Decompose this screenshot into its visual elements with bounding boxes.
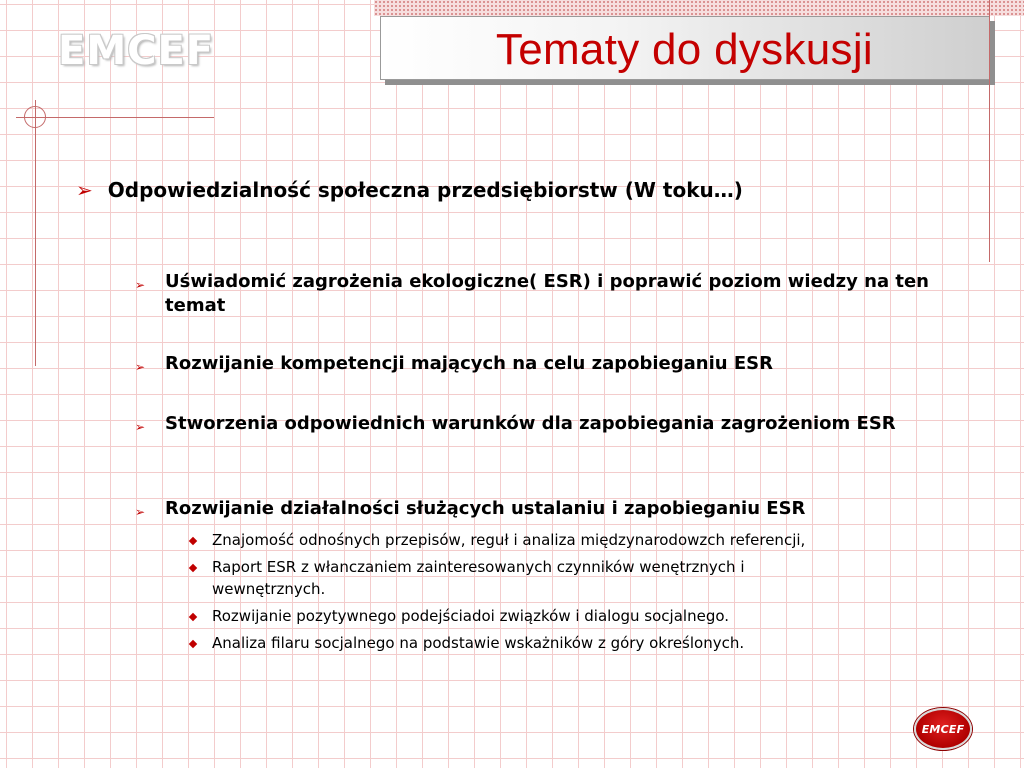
emcef-watermark-logo: EMCEF (58, 28, 215, 74)
title-banner (380, 16, 990, 80)
diamond-bullet-icon (189, 640, 197, 648)
sub-item-text: Uświadomić zagrożenia ekologiczne( ESR) i poprawić poziom wiedzy na ten temat (165, 271, 929, 316)
diamond-bullet-icon (189, 564, 197, 572)
sub-item (135, 270, 965, 318)
slide-title: Tematy do dyskusji (495, 25, 873, 74)
main-bullet (76, 176, 743, 204)
sub-item-text: Stworzenia odpowiednich warunków dla zapobiegania zagrożeniom ESR (165, 413, 896, 434)
decorative-vertical-line (35, 100, 36, 366)
arrow-bullet-icon: ➢ (76, 178, 93, 202)
diamond-bullet-icon (189, 537, 197, 545)
detail-item (188, 529, 948, 551)
diamond-bullet-icon (189, 613, 197, 621)
sub-item (135, 497, 965, 524)
sub-item (135, 352, 965, 379)
detail-item-text: Analiza filaru socjalnego na podstawie wskażników z góry określonych. (212, 634, 745, 652)
sub-item-text: Rozwijanie działalności służących ustalaniu i zapobieganiu ESR (165, 498, 806, 519)
arrow-bullet-icon: ➢ (135, 278, 146, 292)
detail-item (188, 556, 948, 600)
sub-item (135, 412, 965, 439)
detail-item-text: Rozwijanie pozytywnego podejściadoi związków i dialogu socjalnego. (212, 607, 730, 625)
emcef-logo (914, 708, 972, 750)
sub-item-text: Rozwijanie kompetencji mających na celu zapobieganiu ESR (165, 353, 773, 374)
detail-list (188, 529, 948, 659)
main-bullet-text: Odpowiedzialność społeczna przedsiębiorstw (W toku…) (107, 178, 743, 202)
detail-item (188, 632, 948, 654)
arrow-bullet-icon: ➢ (135, 505, 146, 519)
detail-item-text: Raport ESR z włanczaniem zainteresowanych czynników wenętrznych i wewnętrznych. (212, 558, 745, 598)
detail-item (188, 605, 948, 627)
arrow-bullet-icon: ➢ (135, 420, 146, 434)
decorative-right-line (989, 0, 990, 262)
decorative-circle (24, 106, 46, 128)
detail-item-text: Znajomość odnośnych przepisów, reguł i analiza międzynarodowzch referencji, (212, 531, 806, 549)
logo-text: EMCEF (921, 722, 965, 736)
arrow-bullet-icon: ➢ (135, 360, 146, 374)
top-pattern-strip (374, 0, 1024, 16)
